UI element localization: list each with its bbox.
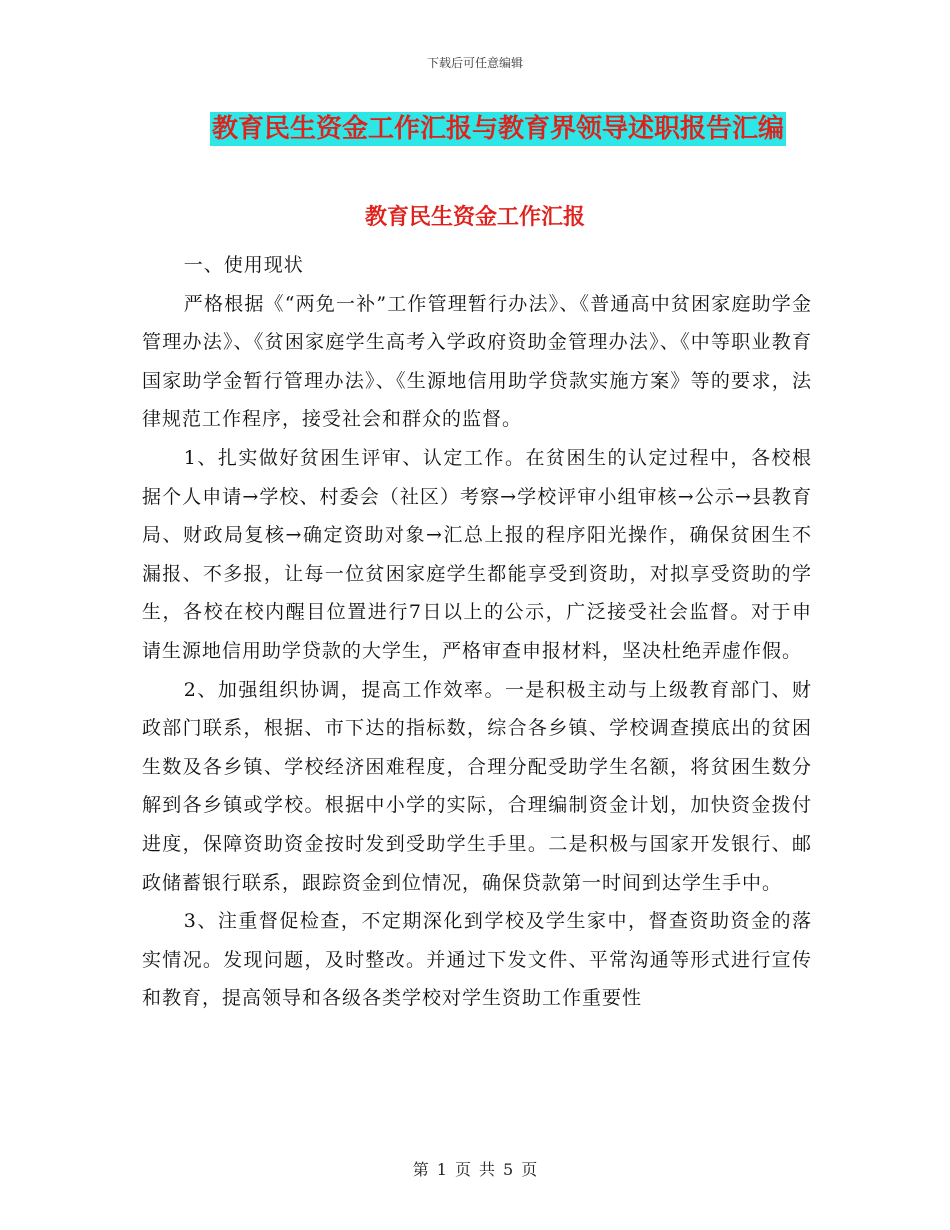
document-body xyxy=(142,246,812,1018)
footer-total-pages: 5 xyxy=(503,1160,514,1179)
page-footer xyxy=(0,1157,950,1180)
footer-current-page: 1 xyxy=(436,1160,447,1179)
footer-label-total-unit: 页 xyxy=(521,1160,538,1179)
section-heading: 一、使用现状 xyxy=(183,254,304,276)
document-title-container xyxy=(0,112,950,146)
body-paragraph-1: 严格根据《“两免一补”工作管理暂行办法》、《普通高中贫困家庭助学金管理办法》、《贫困家庭学生高考入学政府资助金管理办法》、《中等职业教育国家助学金暂行管理办法》、《生源地信用助学贷款实施方案》等的要求，法律规范工作程序，接受社会和群众的监督。 xyxy=(142,292,812,431)
body-paragraph-4: 3、注重督促检查，不定期深化到学校及学生家中，督查资助资金的落实情况。发现问题，及时整改。并通过下发文件、平常沟通等形式进行宣传和教育，提高领导和各级各类学校对学生资助工作重要性 xyxy=(142,910,812,1010)
header-note: 下载后可任意编辑 xyxy=(426,56,523,70)
body-paragraph-2: 1、扎实做好贫困生评审、认定工作。在贫困生的认定过程中，各校根据个人申请→学校、村委会（社区）考察→学校评审小组审核→公示→县教育局、财政局复核→确定资助对象→汇总上报的程序阳光操作，确保贫困生不漏报、不多报，让每一位贫困家庭学生都能享受到资助，对拟享受资助的学生，各校在校内醒目位置进行7日以上的公示，广泛接受社会监督。对于申请生源地信用助学贷款的大学生，严格审查申报材料，坚决杜绝弄虚作假。 xyxy=(142,446,812,662)
footer-label-page: 第 xyxy=(412,1160,429,1179)
section-title: 教育民生资金工作汇报 xyxy=(364,205,585,230)
body-paragraph-3: 2、加强组织协调，提高工作效率。一是积极主动与上级教育部门、财政部门联系，根据、市下达的指标数，综合各乡镇、学校调查摸底出的贫困生数及各乡镇、学校经济困难程度，合理分配受助学生名额，将贫困生数分解到各乡镇或学校。根据中小学的实际，合理编制资金计划，加快资金拨付进度，保障资助资金按时发到受助学生手里。二是积极与国家开发银行、邮政储蓄银行联系，跟踪资金到位情况，确保贷款第一时间到达学生手中。 xyxy=(142,678,812,894)
footer-label-page-unit: 页 xyxy=(454,1160,471,1179)
footer-label-total: 共 xyxy=(479,1160,496,1179)
document-title: 教育民生资金工作汇报与教育界领导述职报告汇编 xyxy=(211,114,784,144)
